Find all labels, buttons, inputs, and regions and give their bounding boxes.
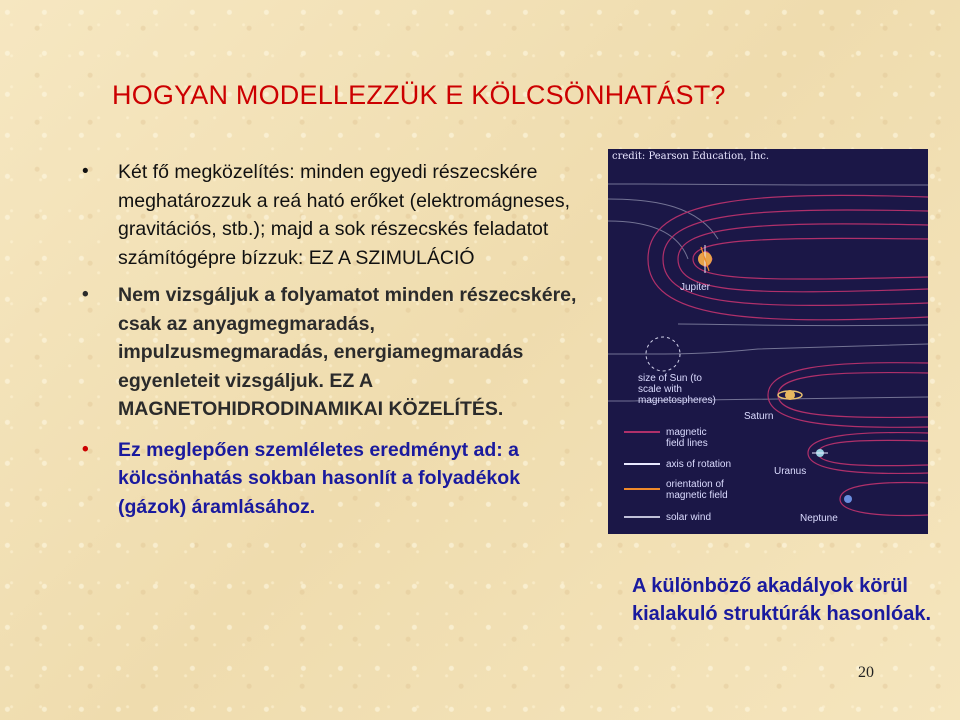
uranus-label: Uranus: [774, 466, 807, 477]
bullet-text: Ez meglepően szemléletes eredményt ad: a kölcsönhatás sokban hasonlít a folyadékok (gázok) áramlásához.: [118, 438, 521, 518]
saturn-icon: [785, 390, 795, 400]
bullet-marker: •: [82, 284, 89, 305]
bullet-list: [80, 158, 580, 521]
bullet-item: [80, 158, 580, 272]
bullet-marker: •: [82, 438, 89, 460]
figure-caption: A különböző akadályok körül kialakuló struktúrák hasonlóak.: [632, 575, 931, 625]
slide-title: HOGYAN MODELLEZZÜK E KÖLCSÖNHATÁST?: [112, 80, 726, 110]
legend-magnetic-field-lines: magnetic field lines: [666, 427, 708, 449]
legend-solar-wind: solar wind: [666, 512, 712, 523]
slide-number: 20: [858, 664, 874, 681]
legend-magnetic-orientation: orientation of magnetic field: [666, 479, 728, 501]
saturn-label: Saturn: [744, 411, 774, 422]
image-credit: credit: Pearson Education, Inc.: [612, 151, 770, 162]
bullet-text: Két fő megközelítés: minden egyedi részecskére meghatározzuk a reá ható erőket (elektromágneses, gravitációs, stb.); majd a sok részecskés feladatot számítógépre bízzuk: EZ A SZIMULÁCIÓ: [118, 161, 570, 269]
neptune-icon: [844, 495, 852, 503]
bullet-marker: •: [82, 161, 89, 182]
jupiter-label: Jupiter: [680, 282, 711, 293]
bullet-text: Nem vizsgáljuk a folyamatot minden részecskére, csak az anyagmegmaradás, impulzusmegmaradás, energiamegmaradás egyenleteit vizsgáljuk. EZ A MAGNETOHIDRODINAMIKAI KÖZELÍTÉS.: [118, 284, 577, 420]
bullet-item: [80, 281, 580, 424]
magnetosphere-figure: [608, 149, 928, 534]
legend-axis-of-rotation: axis of rotation: [666, 459, 732, 470]
bullet-item: [80, 436, 580, 522]
magnetosphere-illustration: [608, 149, 928, 534]
neptune-label: Neptune: [800, 513, 838, 524]
sun-size-label: size of Sun (to scale with magnetospheres): [638, 373, 716, 406]
